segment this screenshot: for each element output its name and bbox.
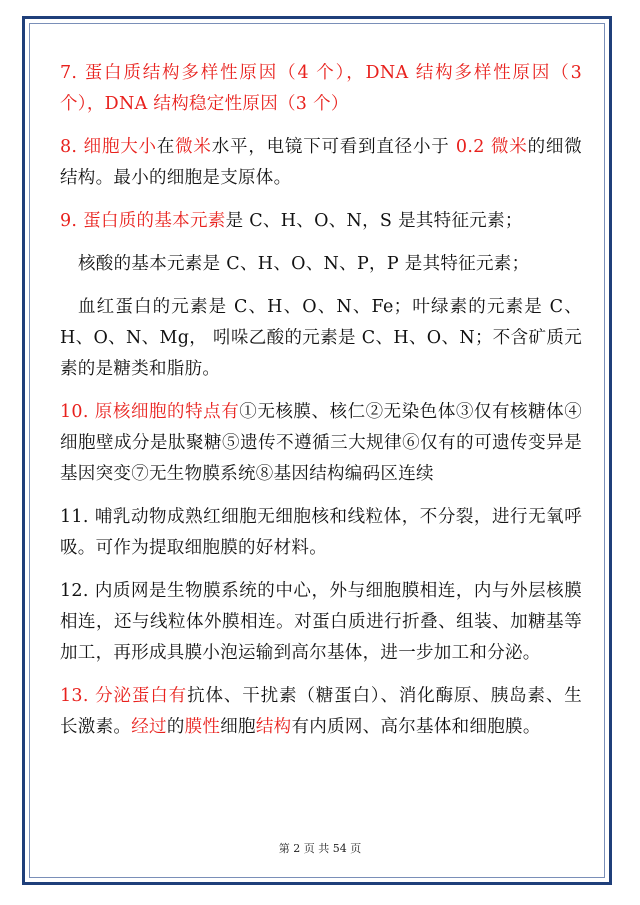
text-segment: 的细微结构。最小的细胞是支原体。 [60, 137, 582, 188]
text-segment: 0.2 微米 [455, 137, 528, 157]
paragraph-p9 [60, 206, 582, 237]
text-segment: 结构 [255, 717, 292, 737]
text-segment: 10. 原核细胞的特点有 [60, 402, 240, 422]
text-segment: 的 [166, 717, 185, 737]
paragraph-p13 [60, 681, 582, 743]
paragraph-p9c [60, 292, 582, 385]
text-segment: 12. 内质网是生物膜系统的中心，外与细胞膜相连，内与外层核膜相连，还与线粒体外膜相连。对蛋白质进行折叠、组装、加糖基等加工，再形成具膜小泡运输到高尔基体，进一步加工和分泌。 [60, 581, 582, 663]
document-body [60, 58, 582, 755]
text-segment: 有内质网、高尔基体和细胞膜。 [291, 717, 541, 737]
paragraph-p11 [60, 502, 582, 564]
text-segment: 是 C、H、O、N，S 是其特征元素； [225, 211, 523, 231]
text-segment: 经过 [131, 717, 167, 737]
text-segment: 11. 哺乳动物成熟红细胞无细胞核和线粒体，不分裂，进行无氧呼吸。可作为提取细胞膜的好材料。 [60, 507, 582, 558]
paragraph-p7 [60, 58, 582, 120]
text-segment: 7. 蛋白质结构多样性原因（4 个），DNA 结构多样性原因（3 个），DNA 结构稳定性原因（3 个） [60, 63, 582, 114]
text-segment: 水平，电镜下可看到直径小于 [211, 137, 456, 157]
text-segment: 膜性 [184, 717, 221, 737]
text-segment: 细胞 [220, 717, 256, 737]
text-segment: 微米 [175, 137, 212, 157]
text-segment: 血红蛋白的元素是 C、H、O、N、Fe；叶绿素的元素是 C、H、O、N、Mg， 吲哚乙酸的元素是 C、H、O、N；不含矿质元素的是糖类和脂肪。 [60, 297, 582, 379]
page-number-footer: 第 2 页 共 54 页 [278, 842, 362, 855]
text-segment: 核酸的基本元素是 C、H、O、N、P，P 是其特征元素； [78, 254, 530, 274]
text-segment: 在 [156, 137, 176, 157]
paragraph-p8 [60, 132, 582, 194]
paragraph-p9b [60, 249, 582, 280]
text-segment: 13. 分泌蛋白有 [60, 686, 188, 706]
text-segment: ①无核膜、核仁②无染色体③仅有核糖体④细胞壁成分是肽聚糖⑤遗传不遵循三大规律⑥仅有的可遗传变异是基因突变⑦无生物膜系统⑧基因结构编码区连续 [60, 402, 582, 484]
text-segment: 8. 细胞大小 [60, 137, 157, 157]
paragraph-p10 [60, 397, 582, 490]
text-segment: 抗体、干扰素（糖蛋白）、消化酶原、胰岛素、生长激素。 [60, 686, 583, 737]
text-segment: 9. 蛋白质的基本元素 [60, 211, 226, 231]
paragraph-p12 [60, 576, 582, 669]
